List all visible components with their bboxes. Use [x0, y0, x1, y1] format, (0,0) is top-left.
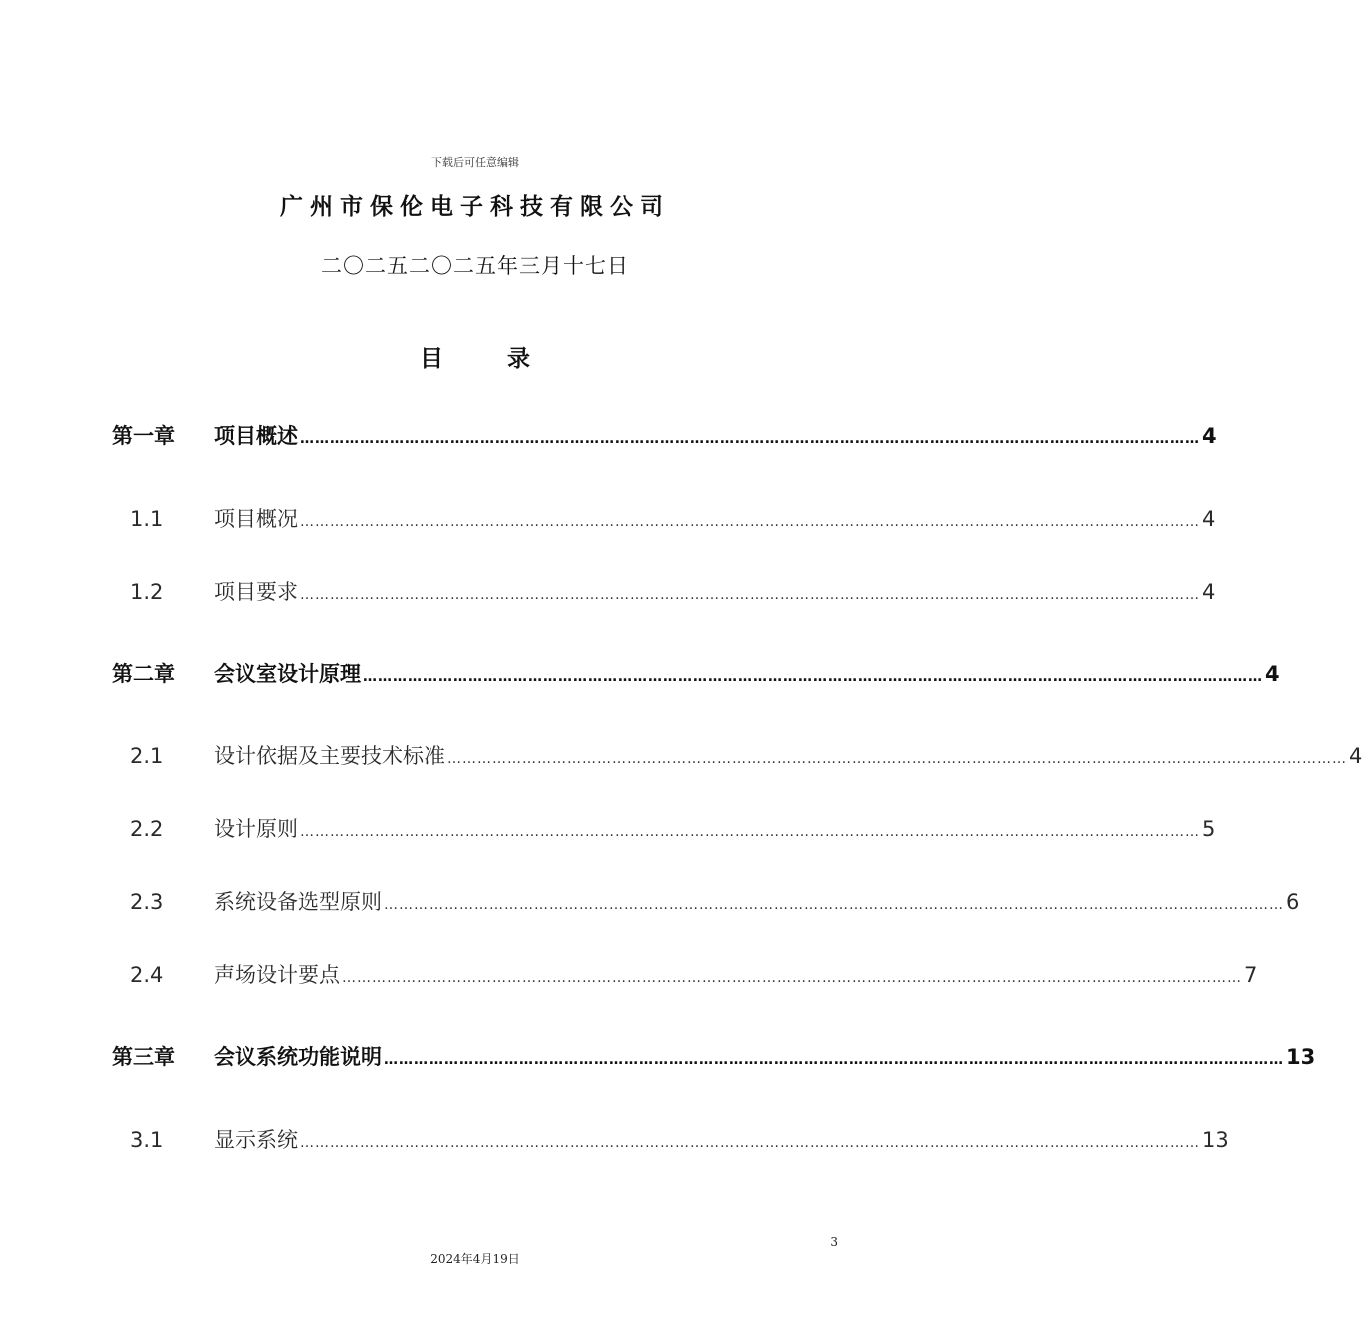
toc-leader-dots: ……………………………………………………………………………………………………………………………………………………………… [384, 897, 1284, 913]
toc-entry-number: 3.1 [130, 1128, 164, 1152]
toc-entry-page: 4 [1202, 424, 1217, 448]
toc-entry-label: 显示系统 [214, 1128, 298, 1152]
toc-entry-page: 6 [1286, 890, 1300, 914]
toc-entry-label: 会议室设计原理 [214, 662, 361, 686]
toc-leader-dots: ……………………………………………………………………………………………………………………………………………………………… [342, 970, 1242, 986]
toc-entry-label: 项目概况 [214, 507, 298, 531]
toc-entry-number: 第二章 [112, 662, 175, 686]
toc-entry[interactable] [112, 959, 1258, 989]
toc-entry-number: 2.1 [130, 744, 164, 768]
toc-entry-label: 系统设备选型原则 [214, 890, 382, 914]
toc-entry-page: 13 [1202, 1128, 1229, 1152]
toc-entry-label: 声场设计要点 [214, 963, 340, 987]
toc-leader-dots: ……………………………………………………………………………………………………………………………………………………………… [300, 587, 1200, 603]
toc-entry[interactable] [112, 420, 1217, 450]
toc-entry-label: 设计依据及主要技术标准 [214, 744, 445, 768]
toc-entry[interactable] [112, 658, 1280, 688]
toc-entry-page: 4 [1202, 507, 1216, 531]
toc-leader-dots: ……………………………………………………………………………………………………………………………………………………………… [447, 751, 1347, 767]
toc-leader-dots: ……………………………………………………………………………………………………………………………………………………………… [300, 824, 1200, 840]
toc-entry-page: 13 [1286, 1045, 1316, 1069]
toc-entry-page: 5 [1202, 817, 1216, 841]
toc-leader-dots: ……………………………………………………………………………………………………………………………………………………………… [300, 431, 1200, 447]
toc-entry-number: 第一章 [112, 424, 175, 448]
toc-entry[interactable] [112, 740, 1362, 770]
toc-title: 目 录 [419, 346, 558, 372]
toc-leader-dots: ……………………………………………………………………………………………………………………………………………………………… [384, 1052, 1284, 1068]
toc-entry-page: 4 [1349, 744, 1362, 768]
toc-leader-dots: ……………………………………………………………………………………………………………………………………………………………… [300, 1135, 1200, 1151]
toc-entry-page: 4 [1202, 580, 1216, 604]
page-number: 3 [830, 1235, 838, 1249]
toc-leader-dots: ……………………………………………………………………………………………………………………………………………………………… [300, 514, 1200, 530]
toc-entry-number: 2.4 [130, 963, 164, 987]
toc-entry-number: 2.3 [130, 890, 164, 914]
toc-entry[interactable] [112, 813, 1216, 843]
document-date: 二〇二五二〇二五年三月十七日 [321, 254, 629, 278]
header-note: 下载后可任意编辑 [431, 156, 519, 169]
toc-entry[interactable] [112, 1041, 1316, 1071]
toc-leader-dots: ……………………………………………………………………………………………………………………………………………………………… [363, 669, 1263, 685]
toc-entry-number: 1.1 [130, 507, 164, 531]
toc-entry[interactable] [112, 503, 1216, 533]
toc-entry-label: 项目要求 [214, 580, 298, 604]
toc-entry-number: 2.2 [130, 817, 164, 841]
toc-entry-page: 7 [1244, 963, 1258, 987]
toc-entry[interactable] [112, 1124, 1229, 1154]
footer-date: 2024年4月19日 [430, 1252, 520, 1266]
toc-entry-number: 1.2 [130, 580, 164, 604]
toc-entry-label: 会议系统功能说明 [214, 1045, 382, 1069]
toc-entry-label: 设计原则 [214, 817, 298, 841]
company-name: 广州市保伦电子科技有限公司 [280, 194, 670, 220]
toc-entry-page: 4 [1265, 662, 1280, 686]
toc-entry[interactable] [112, 576, 1216, 606]
toc-entry-label: 项目概述 [214, 424, 298, 448]
toc-entry[interactable] [112, 886, 1300, 916]
toc-entry-number: 第三章 [112, 1045, 175, 1069]
